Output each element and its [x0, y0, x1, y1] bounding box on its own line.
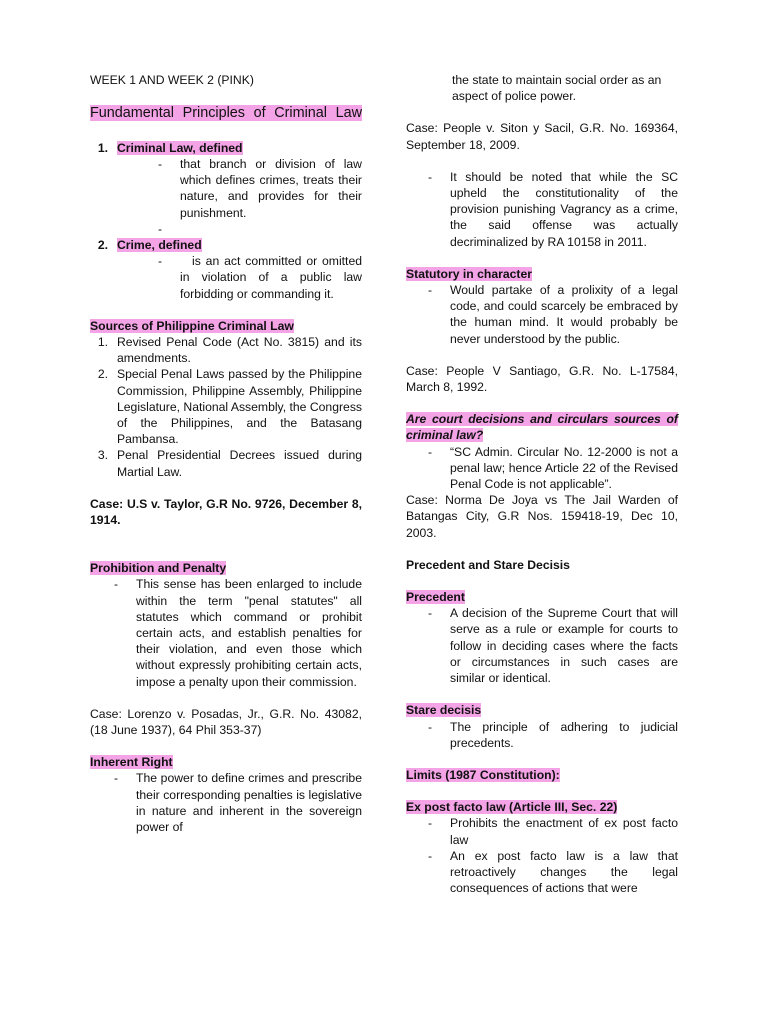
prohibition-bullet: - This sense has been enlarged to include within the term "penal statutes" all statutes which command or prohibit certain acts, and establish penalties for their violation, and even those which without expressly prohibiting certain acts, impose a penalty upon their commission. — [114, 577, 362, 689]
precedent-stare-heading: Precedent and Stare Decisis — [406, 557, 570, 572]
expost-heading: Ex post facto law (Article III, Sec. 22) — [406, 800, 618, 815]
definitions-list — [90, 140, 362, 302]
definition-bullet: - that branch or division of law which defines crimes, treats their nature, and provides for their punishment. — [158, 156, 362, 220]
source-item: 3. Penal Presidential Decrees issued during Martial Law. — [97, 448, 362, 479]
document-title: Fundamental Principles of Criminal Law — [90, 105, 362, 122]
case-santiago: Case: People V Santiago, G.R. No. L-17584, March 8, 1992. — [406, 363, 678, 395]
court-quote-bullet: - “SC Admin. Circular No. 12-2000 is not a penal law; hence Article 22 of the Revised Penal Code is not applicable”. — [428, 444, 678, 492]
sources-list — [90, 334, 362, 480]
court-question: Are court decisions and circulars sources of criminal law? — [406, 412, 678, 443]
case-siton: Case: People v. Siton y Sacil, G.R. No. 169364, September 18, 2009. — [406, 121, 678, 152]
statutory-bullet: - Would partake of a prolixity of a legal code, and could scarcely be embraced by the human mind. It would probably be never understood by the public. — [428, 283, 678, 346]
case-lorenzo: Case: Lorenzo v. Posadas, Jr., G.R. No. 43082, (18 June 1937), 64 Phil 353-37) — [90, 706, 362, 737]
continued-text: the state to maintain social order as an aspect of police power. — [452, 73, 662, 104]
expost-bullet: - Prohibits the enactment of ex post facto law — [428, 816, 678, 847]
prohibition-heading: Prohibition and Penalty — [90, 561, 227, 576]
definition-item: 2. Crime, defined — [97, 237, 202, 252]
limits-heading: Limits (1987 Constitution): — [406, 767, 560, 782]
source-item: 2. Special Penal Laws passed by the Philippine Commission, Philippine Assembly, Philippine Legislature, National Assembly, the Congress of the Philippines, and the Batasang Pambansa. — [97, 367, 363, 447]
case-taylor: Case: U.S v. Taylor, G.R No. 9726, December 8, 1914. — [90, 496, 362, 527]
sources-heading: Sources of Philippine Criminal Law — [90, 318, 294, 333]
expost-bullet: - An ex post facto law is a law that retroactively changes the legal consequences of actions that were — [428, 848, 678, 896]
statutory-heading: Statutory in character — [406, 266, 532, 281]
left-column — [90, 72, 362, 835]
definition-item: 1. Criminal Law, defined — [97, 140, 243, 155]
siton-note-bullet: - It should be noted that while the SC upheld the constitutionality of the provision punishing Vagrancy as a crime, the said offense was actually decriminalized by RA 10158 in 2011. — [428, 169, 678, 249]
inherent-bullet: - The power to define crimes and prescribe their corresponding penalties is legislative in nature and inherent in the sovereign power of — [114, 771, 362, 835]
stare-bullet: - The principle of adhering to judicial precedents. — [428, 719, 678, 750]
inherent-heading: Inherent Right — [90, 755, 173, 770]
source-item: 1. Revised Penal Code (Act No. 3815) and its amendments. — [97, 334, 362, 366]
precedent-bullet: - A decision of the Supreme Court that will serve as a rule or example for courts to follow in deciding cases where the facts or circumstances in such cases are similar or identical. — [428, 606, 678, 686]
precedent-heading: Precedent — [406, 590, 465, 605]
case-dejoya: Case: Norma De Joya vs The Jail Warden of Batangas City, G.R Nos. 159418-19, Dec 10, 2003. — [406, 493, 678, 540]
week-label: WEEK 1 AND WEEK 2 (PINK) — [90, 73, 254, 87]
empty-bullet: - — [158, 221, 163, 236]
stare-heading: Stare decisis — [406, 703, 482, 718]
definition-bullet: - is an act committed or omitted in violation of a public law forbidding or commanding it. — [158, 254, 362, 301]
right-column — [406, 72, 678, 896]
